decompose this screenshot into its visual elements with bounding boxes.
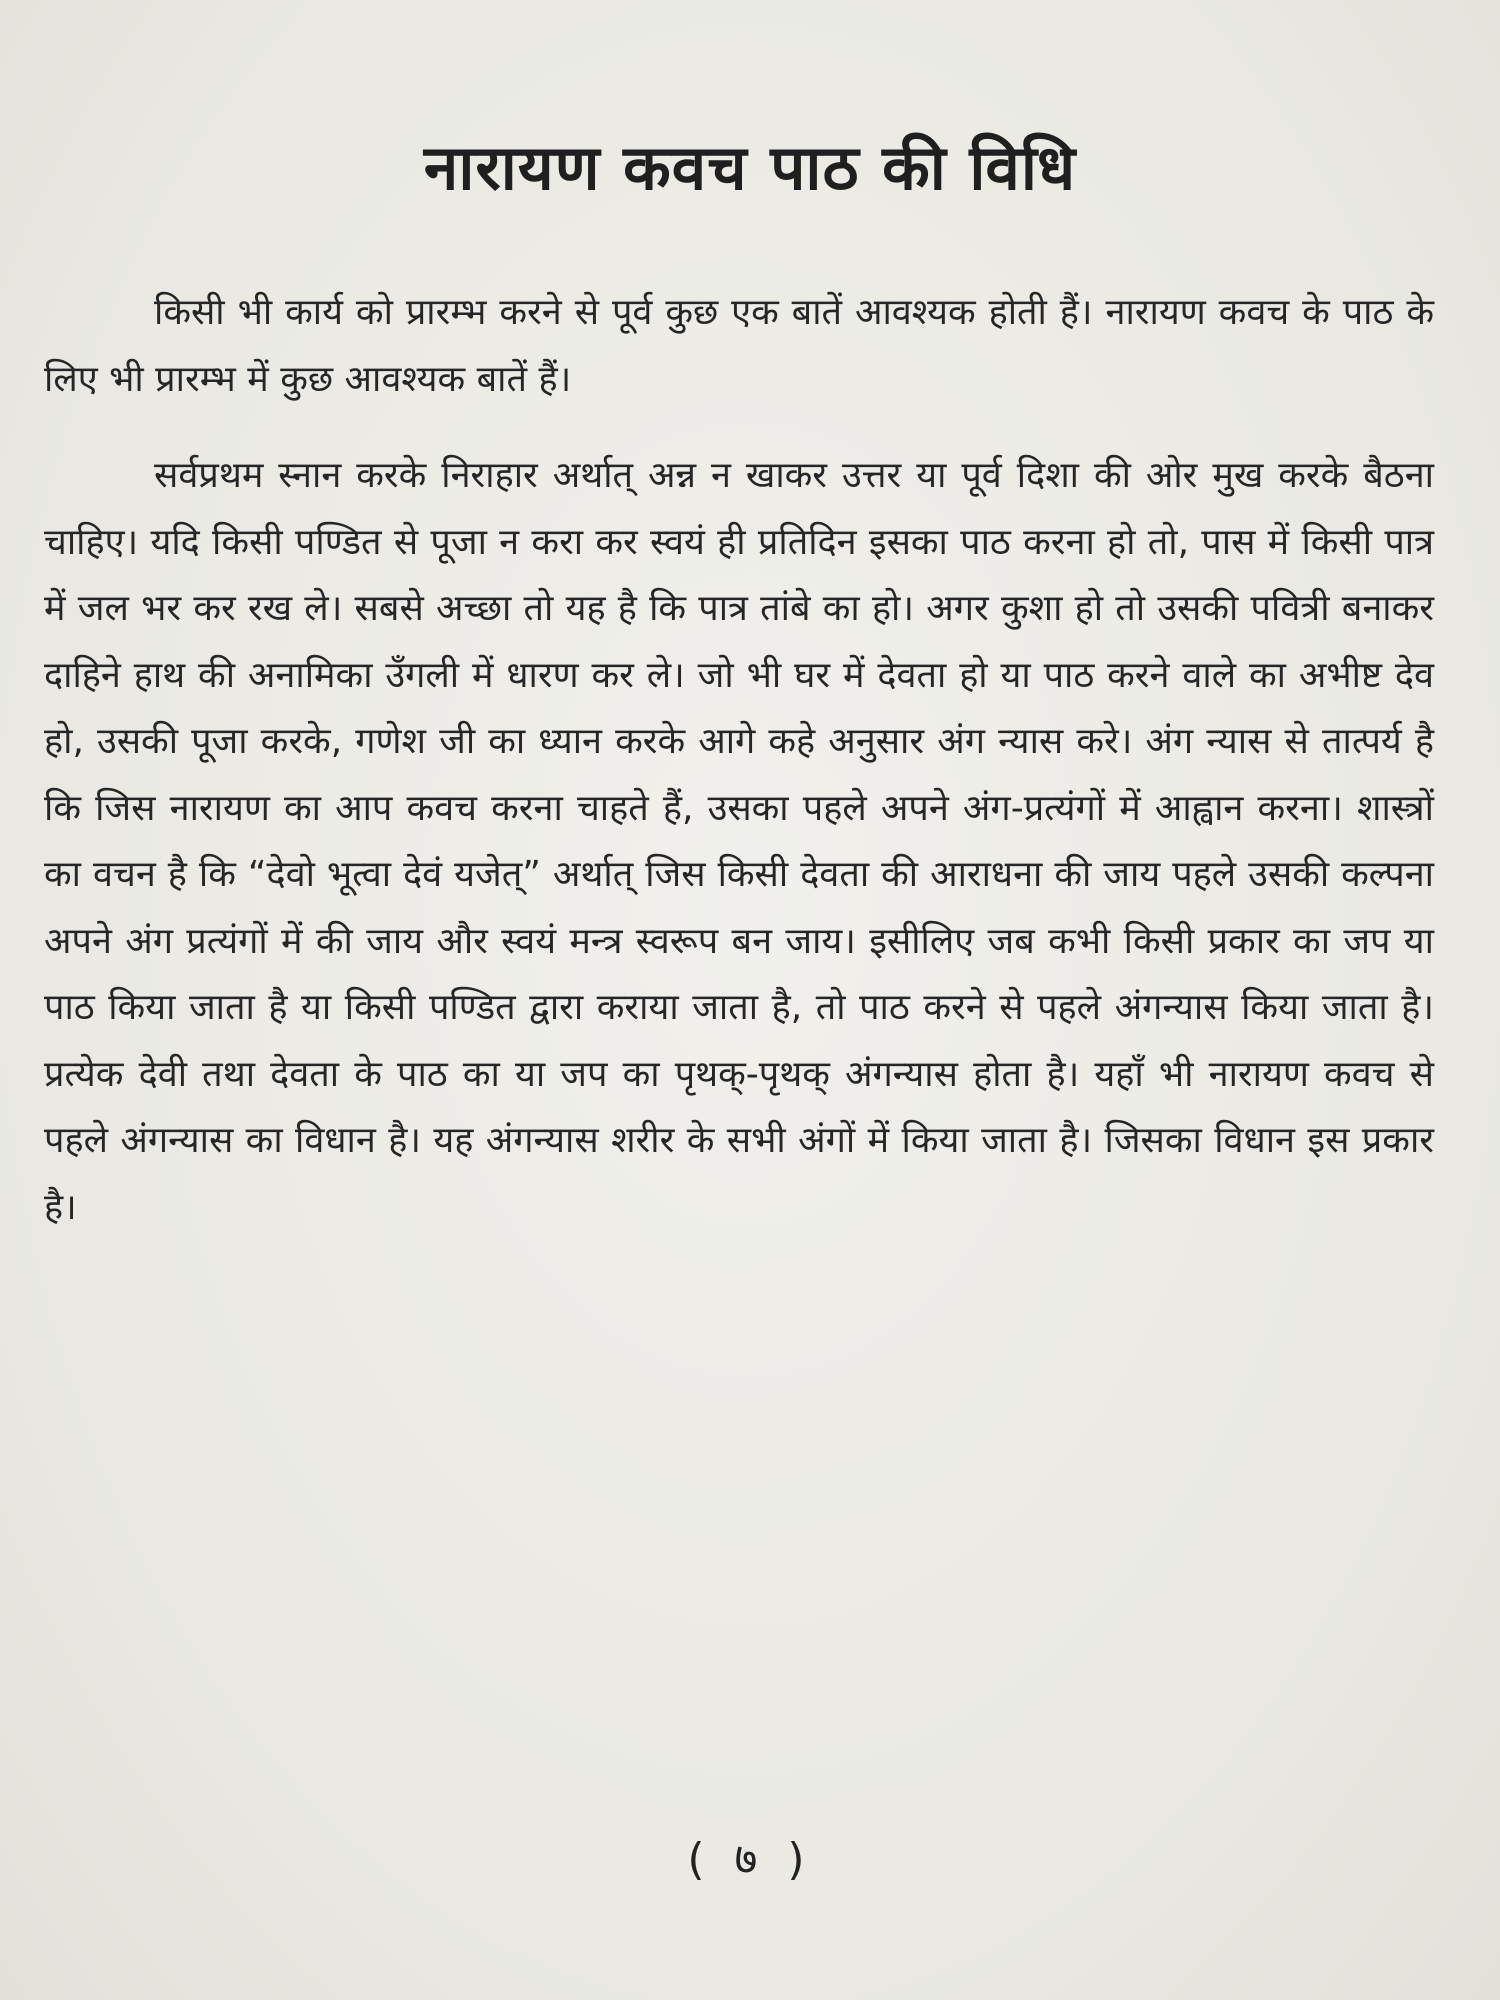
paragraph-intro: किसी भी कार्य को प्रारम्भ करने से पूर्व कुछ एक बातें आवश्यक होती हैं। नारायण कवच के पाठ के लिए भी प्रारम्भ में कुछ आवश्यक बातें हैं। (44, 292, 1434, 400)
paragraph-method: सर्वप्रथम स्नान करके निराहार अर्थात् अन्न न खाकर उत्तर या पूर्व दिशा की ओर मुख करके बैठना चाहिए। यदि किसी पण्डित से पूजा न करा कर स्वयं ही प्रतिदिन इसका पाठ करना हो तो, पास में किसी पात्र में जल भर कर रख ले। सबसे अच्छा तो यह है कि पात्र तांबे का हो। अगर कुशा हो तो उसकी पवित्री बनाकर दाहिने हाथ की अनामिका उँगली में धारण कर ले। जो भी घर में देवता हो या पाठ करने वाले का अभीष्ट देव हो, उसकी पूजा करके, गणेश जी का ध्यान करके आगे कहे अनुसार अंग न्यास करे। अंग न्यास से तात्पर्य है कि जिस नारायण का आप कवच करना चाहते हैं, उसका पहले अपने अंग-प्रत्यंगों में आह्वान करना। शास्त्रों का वचन है कि “देवो भूत्वा देवं यजेत्” अर्थात् जिस किसी देवता की आराधना की जाय पहले उसकी कल्पना अपने अंग प्रत्यंगों में की जाय और स्वयं मन्त्र स्वरूप बन जाय। इसीलिए जब कभी किसी प्रकार का जप या पाठ किया जाता है या किसी पण्डित द्वारा कराया जाता है, तो पाठ करने से पहले अंगन्यास किया जाता है। प्रत्येक देवी तथा देवता के पाठ का या जप का पृथक्-पृथक् अंगन्यास होता है। यहाँ भी नारायण कवच से पहले अंगन्यास का विधान है। यह अंगन्यास शरीर के सभी अंगों में किया जाता है। जिसका विधान इस प्रकार है। (44, 455, 1434, 1228)
page-number: ( ७ ) (687, 1834, 813, 1885)
page-title: नारायण कवच पाठ की विधि (423, 131, 1077, 204)
body-text (44, 280, 1434, 1241)
